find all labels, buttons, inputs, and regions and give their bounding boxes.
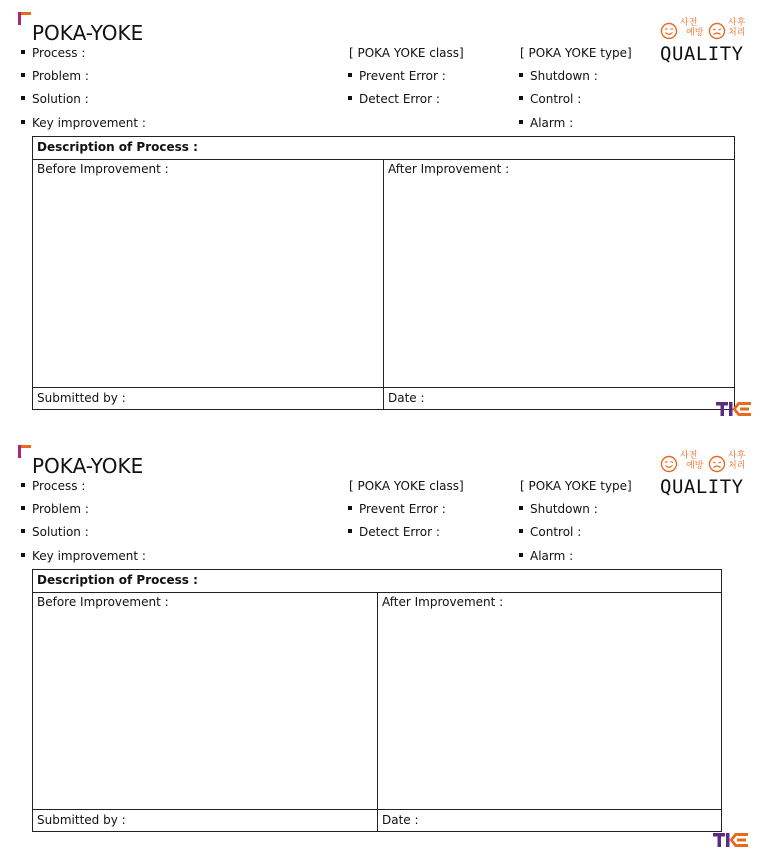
class-prevent-error: Prevent Error : (349, 69, 446, 83)
smile-face-icon (660, 455, 678, 473)
date-cell[interactable] (383, 388, 734, 409)
pre-label-1: 사전 (680, 18, 698, 28)
description-table (32, 569, 722, 832)
tke-logo-icon (714, 398, 754, 418)
corner-mark-icon (18, 12, 30, 24)
quality-word: QUALITY (660, 476, 744, 498)
before-improvement-cell[interactable] (33, 593, 377, 809)
description-heading: Description of Process : (37, 140, 198, 154)
form-title: POKA-YOKE (32, 21, 144, 45)
type-shutdown: Shutdown : (520, 502, 598, 516)
pre-label-2: 예방 (686, 28, 704, 38)
smile-face-icon (660, 22, 678, 40)
submitted-by-label: Submitted by : (37, 391, 126, 405)
field-solution: Solution : (22, 525, 89, 539)
poka-yoke-form-2 (0, 433, 768, 866)
description-heading-cell (33, 137, 734, 160)
post-label-1: 사후 (728, 18, 746, 28)
corner-mark-icon (18, 445, 30, 457)
after-improvement-cell[interactable] (377, 593, 721, 809)
before-improvement-cell[interactable] (33, 160, 383, 387)
class-detect-error: Detect Error : (349, 92, 440, 106)
frown-face-icon (708, 455, 726, 473)
type-alarm: Alarm : (520, 549, 573, 563)
pre-label-2: 예방 (686, 461, 704, 471)
date-label: Date : (382, 813, 419, 827)
submitted-by-label: Submitted by : (37, 813, 126, 827)
post-label-2: 처리 (728, 461, 746, 471)
class-detect-error: Detect Error : (349, 525, 440, 539)
field-process: Process : (22, 479, 85, 493)
post-label-2: 처리 (728, 28, 746, 38)
pre-label-1: 사전 (680, 451, 698, 461)
description-heading-cell (33, 570, 721, 593)
before-improvement-label: Before Improvement : (37, 162, 169, 176)
table-footer (33, 387, 734, 409)
field-key-improvement: Key improvement : (22, 116, 146, 130)
class-heading: [ POKA YOKE class] (349, 479, 464, 493)
date-cell[interactable] (377, 810, 721, 831)
submitted-by-cell[interactable] (33, 810, 377, 831)
type-control: Control : (520, 92, 581, 106)
after-improvement-label: After Improvement : (382, 595, 504, 609)
table-footer (33, 809, 721, 831)
field-key-improvement: Key improvement : (22, 549, 146, 563)
after-improvement-cell[interactable] (383, 160, 734, 387)
post-label-1: 사후 (728, 451, 746, 461)
field-process: Process : (22, 46, 85, 60)
tke-logo-icon (711, 829, 751, 849)
type-alarm: Alarm : (520, 116, 573, 130)
quality-word: QUALITY (660, 43, 744, 65)
description-table (32, 136, 735, 410)
class-prevent-error: Prevent Error : (349, 502, 446, 516)
before-improvement-label: Before Improvement : (37, 595, 169, 609)
type-shutdown: Shutdown : (520, 69, 598, 83)
submitted-by-cell[interactable] (33, 388, 383, 409)
class-heading: [ POKA YOKE class] (349, 46, 464, 60)
quality-badge (660, 451, 756, 503)
description-heading: Description of Process : (37, 573, 198, 587)
type-heading: [ POKA YOKE type] (520, 46, 632, 60)
form-title: POKA-YOKE (32, 454, 144, 478)
type-control: Control : (520, 525, 581, 539)
field-solution: Solution : (22, 92, 89, 106)
date-label: Date : (388, 391, 425, 405)
quality-badge (660, 18, 756, 70)
field-problem: Problem : (22, 502, 89, 516)
after-improvement-label: After Improvement : (388, 162, 510, 176)
field-problem: Problem : (22, 69, 89, 83)
type-heading: [ POKA YOKE type] (520, 479, 632, 493)
frown-face-icon (708, 22, 726, 40)
